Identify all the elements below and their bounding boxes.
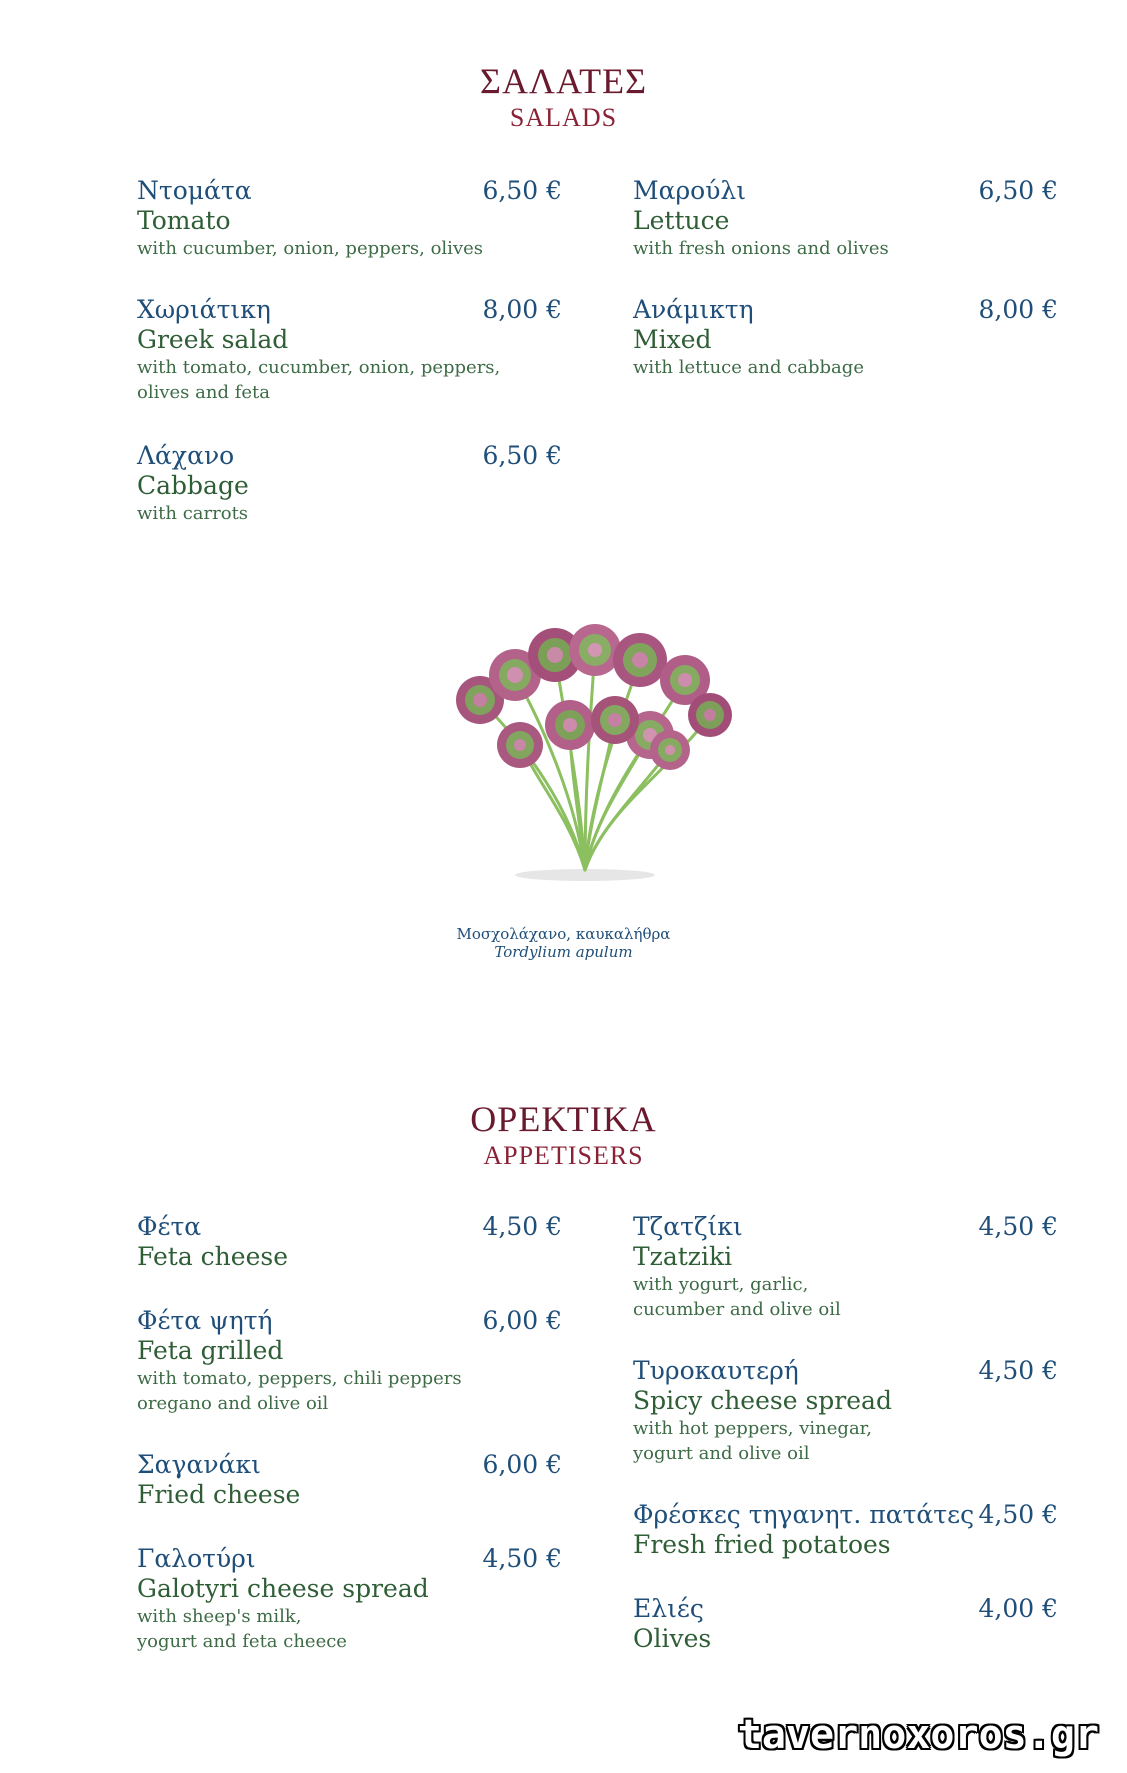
menu-item: [137, 295, 562, 406]
salads-title-greek: ΣΑΛΑΤΕΣ: [479, 61, 648, 101]
item-english-name: Greek salad: [137, 325, 289, 354]
item-greek-name: Λάχανο: [137, 441, 235, 470]
item-english-name: Tomato: [137, 206, 231, 235]
appetisers-title-english: APPETISERS: [483, 1140, 644, 1170]
item-greek-name: Φρέσκες τηγανητ. πατάτες: [633, 1500, 975, 1529]
item-greek-name: Τζατζίκι: [633, 1212, 743, 1241]
item-price: 6,50 €: [482, 441, 562, 470]
item-price: 4,50 €: [482, 1212, 562, 1241]
item-description: with lettuce and cabbage: [633, 357, 864, 379]
plant-illustration: [420, 620, 760, 890]
item-english-name: Feta grilled: [137, 1336, 284, 1365]
appetisers-title-greek: ΟΡΕΚΤΙΚΑ: [470, 1099, 657, 1139]
item-price: 6,00 €: [482, 1306, 562, 1335]
item-english-name: Spicy cheese spread: [633, 1386, 892, 1415]
item-english-name: Lettuce: [633, 206, 730, 235]
item-english-name: Galotyri cheese spread: [137, 1574, 429, 1603]
menu-item: [633, 176, 1058, 261]
plant-caption-latin: Tordylium apulum: [494, 943, 633, 961]
item-description: with fresh onions and olives: [633, 238, 889, 260]
item-price: 4,00 €: [978, 1594, 1058, 1623]
menu-item: [137, 1212, 562, 1272]
item-description: with tomato, cucumber, onion, peppers, olives and feta: [137, 357, 501, 404]
item-english-name: Mixed: [633, 325, 712, 354]
plant-caption-greek: Μοσχολάχανο, καυκαλήθρα: [456, 925, 671, 943]
item-price: 8,00 €: [482, 295, 562, 324]
item-description: with hot peppers, vinegar, yogurt and olive oil: [633, 1418, 873, 1465]
item-price: 4,50 €: [978, 1212, 1058, 1241]
item-greek-name: Μαρούλι: [633, 176, 747, 205]
item-description: with sheep's milk, yogurt and feta cheece: [137, 1606, 347, 1653]
item-english-name: Fried cheese: [137, 1480, 301, 1509]
item-price: 6,50 €: [978, 176, 1058, 205]
item-english-name: Tzatziki: [633, 1242, 733, 1271]
item-description: with carrots: [137, 503, 249, 525]
menu-item: [137, 176, 562, 261]
item-price: 4,50 €: [482, 1544, 562, 1573]
item-description: with cucumber, onion, peppers, olives: [137, 238, 483, 260]
item-english-name: Cabbage: [137, 471, 249, 500]
salads-title-english: SALADS: [509, 102, 618, 132]
plant-caption: [0, 925, 1127, 961]
menu-item: [633, 1212, 1058, 1323]
watermark: tavernoxoros.gr: [737, 1712, 1099, 1758]
menu-item: [137, 1450, 562, 1510]
item-greek-name: Σαγανάκι: [137, 1450, 261, 1479]
menu-item: [137, 1306, 562, 1417]
item-price: 8,00 €: [978, 295, 1058, 324]
menu-item: [633, 1500, 1058, 1560]
item-greek-name: Ανάμικτη: [633, 295, 754, 324]
item-greek-name: Τυροκαυτερή: [633, 1356, 799, 1385]
item-price: 6,50 €: [482, 176, 562, 205]
item-price: 6,00 €: [482, 1450, 562, 1479]
item-description: with yogurt, garlic, cucumber and olive oil: [633, 1274, 841, 1321]
item-description: with tomato, peppers, chili peppers oregano and olive oil: [137, 1368, 462, 1415]
menu-item: [137, 441, 562, 526]
item-price: 4,50 €: [978, 1356, 1058, 1385]
item-greek-name: Ντομάτα: [137, 176, 252, 205]
appetisers-heading: [0, 1100, 1127, 1172]
menu-item: [137, 1544, 562, 1655]
menu-item: [633, 295, 1058, 380]
item-english-name: Fresh fried potatoes: [633, 1530, 891, 1559]
menu-item: [633, 1594, 1058, 1654]
salads-heading: [0, 62, 1127, 134]
item-price: 4,50 €: [978, 1500, 1058, 1529]
item-greek-name: Ελιές: [633, 1594, 704, 1623]
item-greek-name: Φέτα ψητή: [137, 1306, 273, 1335]
item-english-name: Olives: [633, 1624, 712, 1653]
menu-item: [633, 1356, 1058, 1467]
item-greek-name: Χωριάτικη: [137, 295, 271, 324]
item-greek-name: Φέτα: [137, 1212, 202, 1241]
item-greek-name: Γαλοτύρι: [137, 1544, 256, 1573]
item-english-name: Feta cheese: [137, 1242, 288, 1271]
